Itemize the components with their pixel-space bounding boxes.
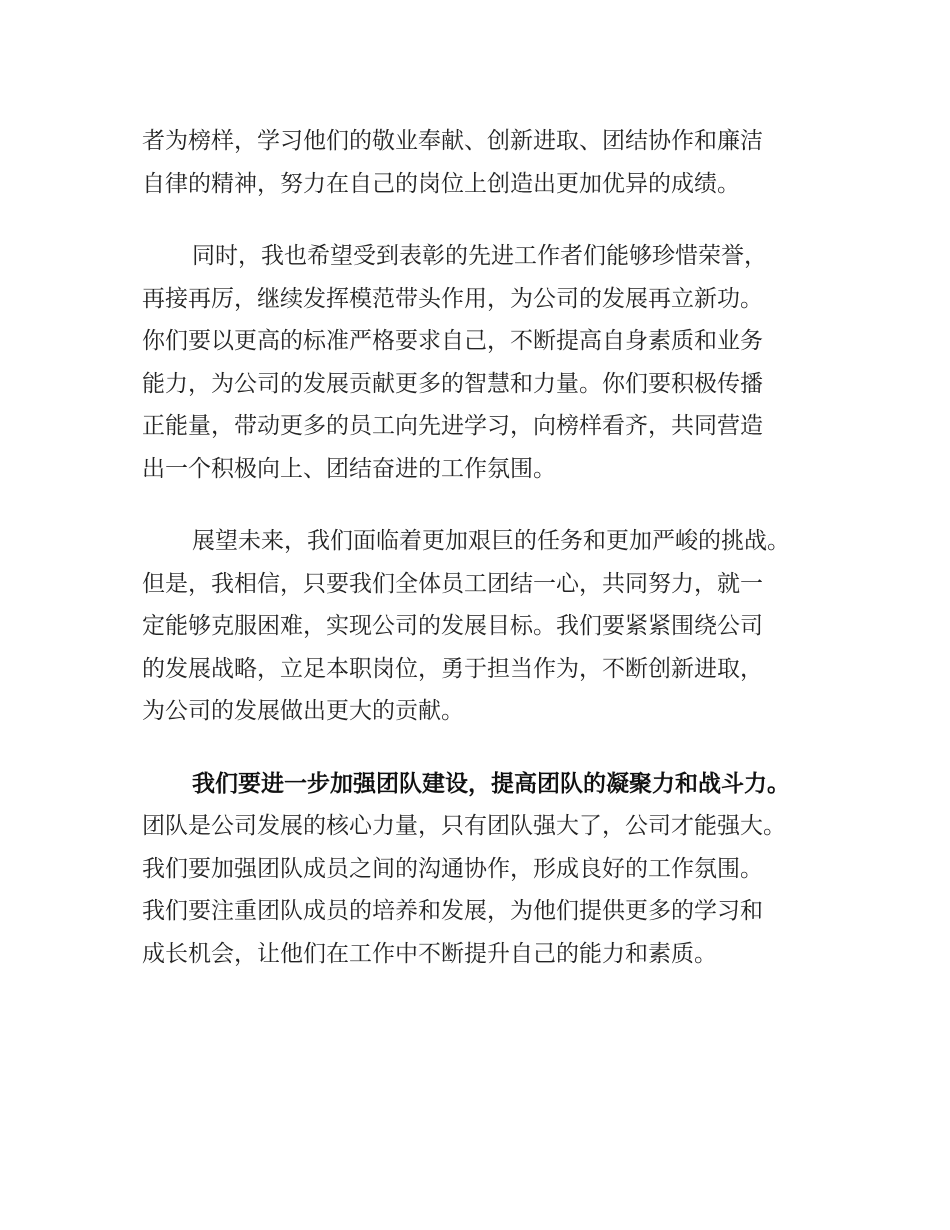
text-line: 定能够克服困难，实现公司的发展目标。我们要紧紧围绕公司	[142, 613, 763, 639]
paragraph-3	[142, 520, 832, 733]
text-line: 我们要注重团队成员的培养和发展，为他们提供更多的学习和	[142, 898, 763, 924]
text-line: 但是，我相信，只要我们全体员工团结一心，共同努力，就一	[142, 570, 763, 597]
text-line: 团队是公司发展的核心力量，只有团队强大了，公司才能强大。	[142, 813, 786, 839]
text-line: 者为榜样，学习他们的敬业奉献、创新进取、团结协作和廉洁	[142, 128, 763, 154]
text-line: 正能量，带动更多的员工向先进学习，向榜样看齐，共同营造	[142, 413, 763, 439]
text-line: 为公司的发展做出更大的贡献。	[142, 698, 464, 724]
text-line: 再接再厉，继续发挥模范带头作用，为公司的发展再立新功。	[142, 285, 763, 312]
text-line: 自律的精神，努力在自己的岗位上创造出更加优异的成绩。	[142, 170, 740, 197]
paragraph-1	[142, 120, 832, 205]
paragraph-2	[142, 235, 832, 490]
text-line: 的发展战略，立足本职岗位，勇于担当作为，不断创新进取，	[142, 655, 763, 682]
text-line: 我们要加强团队成员之间的沟通协作，形成良好的工作氛围。	[142, 855, 763, 882]
text-line: 出一个积极向上、团结奋进的工作氛围。	[142, 455, 556, 482]
paragraph-4	[142, 763, 832, 976]
text-line: 展望未来，我们面临着更加艰巨的任务和更加严峻的挑战。	[192, 528, 790, 554]
text-line: 同时，我也希望受到表彰的先进工作者们能够珍惜荣誉，	[192, 243, 767, 269]
text-line: 能力，为公司的发展贡献更多的智慧和力量。你们要积极传播	[142, 370, 763, 397]
text-line: 你们要以更高的标准严格要求自己，不断提高自身素质和业务	[142, 328, 763, 354]
text-line: 成长机会，让他们在工作中不断提升自己的能力和素质。	[142, 940, 717, 967]
paragraph-heading: 我们要进一步加强团队建设，提高团队的凝聚力和战斗力。	[192, 770, 790, 797]
document-body	[142, 120, 832, 1005]
